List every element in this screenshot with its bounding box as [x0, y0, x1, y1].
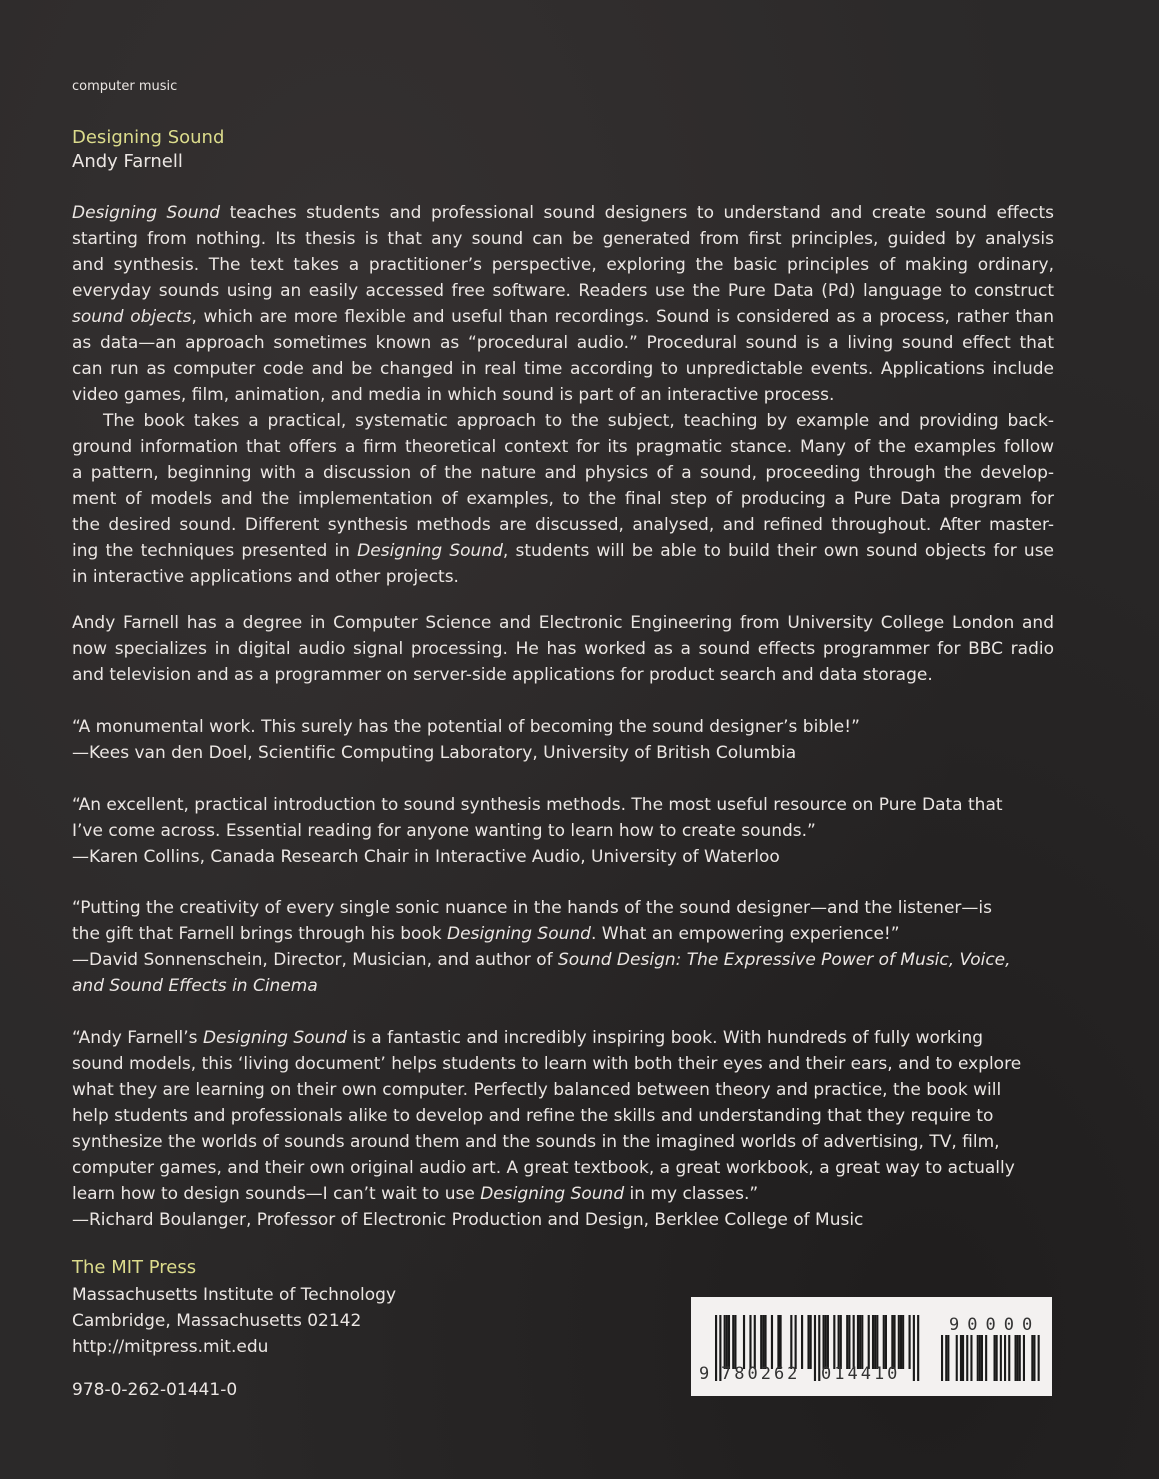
text-line: [72, 662, 1054, 688]
text-segment: learn how to design sounds—I can’t wait to use: [72, 1184, 481, 1204]
text-line: [72, 895, 1054, 921]
text-line: [72, 1207, 1054, 1233]
addon-bar: [945, 1335, 947, 1381]
text-block: [72, 125, 1054, 151]
text-segment: I’ve come across. Essential reading for anyone wanting to learn how to create sounds.”: [72, 821, 816, 841]
italic-title: and Sound Effects in Cinema: [72, 976, 318, 996]
text-block: [72, 895, 1054, 999]
text-line: [72, 408, 1054, 434]
text-segment: now specializes in digital audio signal processing. He has worked as a sound effects programmer for BBC radio: [72, 639, 1054, 659]
addon-bar: [994, 1335, 996, 1381]
text-segment: 978-0-262-01441-0: [72, 1380, 238, 1400]
text-segment: the gift that Farnell brings through his book: [72, 924, 448, 944]
barcode-bar: [810, 1315, 812, 1369]
barcode-left-digits: 780262: [721, 1364, 801, 1384]
text-line: [72, 1181, 1054, 1207]
text-segment: —Kees van den Doel, Scientific Computing Laboratory, University of British Columbia: [72, 743, 797, 763]
text-line: [72, 1129, 1054, 1155]
addon-bar: [1023, 1335, 1025, 1381]
barcode-bar: [853, 1315, 855, 1369]
text-segment: “Andy Farnell’s: [72, 1028, 203, 1048]
text-line: [72, 564, 1054, 590]
text-segment: , which are more flexible and useful than recordings. Sound is considered as a process, rather than: [191, 307, 1054, 327]
text-block: [72, 1025, 1054, 1233]
barcode-bar: [726, 1315, 728, 1369]
text-segment: —David Sonnenschein, Director, Musician, and author of: [72, 950, 558, 970]
text-line: [72, 125, 1054, 151]
text-segment: . What an empowering experience!”: [590, 924, 900, 944]
text-segment: The MIT Press: [72, 1257, 197, 1278]
text-line: [72, 947, 1054, 973]
text-block: [72, 74, 1054, 100]
text-line: [72, 1077, 1054, 1103]
barcode-bar: [861, 1315, 863, 1369]
barcode-bar: [754, 1315, 756, 1369]
text-line: [72, 512, 1054, 538]
text-line: [72, 818, 1054, 844]
text-segment: can run as computer code and be changed in real time according to unpredictable events. Applications include: [72, 359, 1054, 379]
text-segment: computer music: [72, 79, 178, 94]
text-segment: Andy Farnell has a degree in Computer Science and Electronic Engineering from University College London and: [72, 613, 1054, 633]
text-segment: ground information that offers a firm theoretical context for its pragmatic stance. Many of the examples follow: [72, 437, 1054, 457]
barcode-bar: [771, 1315, 773, 1369]
text-segment: , students will be able to build their own sound objects for use: [502, 541, 1055, 561]
text-segment: synthesize the worlds of sounds around them and the sounds in the imagined worlds of advertising, TV, film,: [72, 1132, 1000, 1152]
barcode-bar: [848, 1315, 850, 1369]
addon-bar: [1031, 1335, 1033, 1381]
text-segment: video games, film, animation, and media in which sound is part of an interactive process.: [72, 385, 835, 405]
text-line: [72, 330, 1054, 356]
addon-bar: [977, 1335, 979, 1381]
text-segment: a pattern, beginning with a discussion of the nature and physics of a sound, proceeding through the develop-: [72, 463, 1054, 483]
text-segment: ing the techniques presented in: [72, 541, 358, 561]
barcode-bar: [833, 1315, 835, 1369]
text-segment: “A monumental work. This surely has the potential of becoming the sound designer’s bible!”: [72, 717, 860, 737]
barcode-bar: [814, 1315, 816, 1381]
text-segment: —Karen Collins, Canada Research Chair in Interactive Audio, University of Waterloo: [72, 847, 780, 867]
text-line: [72, 1255, 1054, 1281]
italic-title: Designing Sound: [202, 1028, 347, 1048]
italic-title: Sound Design: The Expressive Power of Music, Voice,: [558, 950, 1011, 970]
text-segment: The book takes a practical, systematic approach to the subject, teaching by example and providing back-: [103, 411, 1054, 431]
text-block: [72, 610, 1054, 688]
barcode-bar: [872, 1315, 874, 1369]
text-line: [72, 226, 1054, 252]
text-segment: help students and professionals alike to develop and refine the skills and understanding that they require to: [72, 1106, 994, 1126]
addon-bar: [996, 1335, 998, 1381]
addon-bar: [981, 1335, 983, 1381]
barcode-bar: [732, 1315, 734, 1369]
barcode-bar: [743, 1315, 745, 1369]
barcode-bar: [734, 1315, 736, 1369]
barcode-bar: [891, 1315, 893, 1369]
barcode-bar: [807, 1315, 809, 1369]
addon-bar: [956, 1335, 958, 1381]
text-line: [72, 200, 1054, 226]
barcode-bar: [728, 1315, 730, 1369]
barcode-bar: [902, 1315, 904, 1369]
text-segment: “Putting the creativity of every single sonic nuance in the hands of the sound designer—and the listener—is: [72, 898, 992, 918]
text-segment: what they are learning on their own computer. Perfectly balanced between theory and practice, the book will: [72, 1080, 1002, 1100]
addon-bar: [960, 1335, 962, 1381]
isbn-barcode: [691, 1297, 1052, 1396]
text-segment: sound models, this ‘living document’ helps students to learn with both their eyes and their ears, and to explore: [72, 1054, 1022, 1074]
text-line: [72, 973, 1054, 999]
text-segment: and television and as a programmer on server-side applications for product search and data storage.: [72, 665, 933, 685]
barcode-bar: [749, 1315, 751, 1369]
barcode-bar: [715, 1315, 717, 1381]
addon-bar: [1015, 1335, 1017, 1381]
text-line: [72, 1051, 1054, 1077]
text-block: [72, 792, 1054, 870]
text-segment: ment of models and the implementation of examples, to the final step of producing a Pure Data program for: [72, 489, 1054, 509]
barcode-bar: [780, 1315, 782, 1369]
barcode-bar: [846, 1315, 848, 1369]
barcode-bar: [909, 1315, 911, 1369]
text-segment: starting from nothing. Its thesis is that any sound can be generated from first principles, guided by analysis: [72, 229, 1054, 249]
text-line: [72, 356, 1054, 382]
text-segment: Designing Sound: [72, 127, 225, 148]
text-segment: is a fantastic and incredibly inspiring book. With hundreds of fully working: [346, 1028, 984, 1048]
barcode-bar: [885, 1315, 887, 1369]
barcode-bar: [898, 1315, 900, 1369]
addon-bar: [1019, 1335, 1021, 1381]
barcode-bar: [917, 1315, 919, 1381]
text-segment: as data—an approach sometimes known as “procedural audio.” Procedural sound is a living sound effect that: [72, 333, 1054, 353]
barcode-addon-digits: 90000: [949, 1315, 1041, 1335]
barcode-bar: [883, 1315, 885, 1369]
barcode-bar: [825, 1315, 827, 1369]
italic-title: Designing Sound: [72, 203, 221, 223]
text-line: [72, 1155, 1054, 1181]
italic-title: Designing Sound: [480, 1184, 625, 1204]
addon-bar: [947, 1335, 949, 1381]
barcode-right-digits: 014410: [821, 1364, 901, 1384]
addon-bar: [970, 1335, 972, 1381]
text-segment: “An excellent, practical introduction to sound synthesis methods. The most useful resource on Pure Data that: [72, 795, 1003, 815]
barcode-lead-digit: 9: [699, 1364, 713, 1384]
text-line: [72, 434, 1054, 460]
addon-bar: [979, 1335, 981, 1381]
text-segment: computer games, and their own original audio art. A great textbook, a great workbook, a great way to actually: [72, 1158, 1015, 1178]
text-segment: in my classes.”: [624, 1184, 759, 1204]
text-segment: http://mitpress.mit.edu: [72, 1337, 269, 1357]
text-line: [72, 714, 1054, 740]
addon-bar: [1000, 1335, 1002, 1381]
addon-bar: [962, 1335, 964, 1381]
barcode-bar: [840, 1315, 842, 1369]
text-line: [72, 610, 1054, 636]
addon-bar: [966, 1335, 968, 1381]
text-line: [72, 1103, 1054, 1129]
barcode-bar: [859, 1315, 861, 1369]
text-block: [72, 714, 1054, 766]
barcode-bar: [874, 1315, 876, 1369]
barcode-bar: [823, 1315, 825, 1369]
barcode-bar: [762, 1315, 764, 1369]
barcode-bar: [827, 1315, 829, 1369]
text-segment: —Richard Boulanger, Professor of Electronic Production and Design, Berklee College of Music: [72, 1210, 864, 1230]
text-line: [72, 149, 1054, 175]
text-line: [72, 252, 1054, 278]
addon-bar: [1008, 1335, 1010, 1381]
addon-bar: [1038, 1335, 1040, 1381]
addon-bar: [985, 1335, 987, 1381]
text-line: [72, 486, 1054, 512]
text-line: [72, 921, 1054, 947]
barcode-bar: [801, 1315, 803, 1369]
addon-bar: [1004, 1335, 1006, 1381]
text-line: [72, 636, 1054, 662]
barcode-bar: [760, 1315, 762, 1369]
barcode-bar: [795, 1315, 797, 1369]
text-line: [72, 792, 1054, 818]
barcode-bar: [857, 1315, 859, 1369]
barcode-bar: [724, 1315, 726, 1369]
text-line: [72, 304, 1054, 330]
text-segment: Cambridge, Massachusetts 02142: [72, 1311, 362, 1331]
addon-bar: [1033, 1335, 1035, 1381]
barcode-bar: [764, 1315, 766, 1369]
text-line: [72, 1025, 1054, 1051]
text-segment: in interactive applications and other projects.: [72, 567, 459, 587]
barcode-bar: [900, 1315, 902, 1369]
text-line: [72, 844, 1054, 870]
text-segment: teaches students and professional sound designers to understand and create sound effects: [220, 203, 1055, 223]
barcode-bar: [777, 1315, 779, 1369]
text-block: [72, 149, 1054, 175]
text-segment: and synthesis. The text takes a practitioner’s perspective, exploring the basic principles of making ordinary,: [72, 255, 1054, 275]
barcode-bar: [838, 1315, 840, 1369]
italic-title: sound objects: [72, 307, 192, 327]
text-line: [72, 382, 1054, 408]
text-segment: Andy Farnell: [72, 151, 183, 172]
addon-bar: [1017, 1335, 1019, 1381]
barcode-bar: [893, 1315, 895, 1369]
barcode-bar: [913, 1315, 915, 1381]
text-segment: Massachusetts Institute of Technology: [72, 1285, 397, 1305]
text-line: [72, 278, 1054, 304]
text-line: [72, 74, 1054, 100]
text-line: [72, 460, 1054, 486]
barcode-bar: [790, 1315, 792, 1369]
text-segment: everyday sounds using an easily accessed free software. Readers use the Pure Data (Pd) language to construct: [72, 281, 1054, 301]
text-line: [72, 538, 1054, 564]
italic-title: Designing Sound: [357, 541, 503, 561]
text-block: [72, 200, 1054, 408]
text-block: [72, 408, 1054, 590]
text-block: [72, 1255, 1054, 1281]
barcode-bar: [876, 1315, 878, 1369]
addon-bar: [941, 1335, 943, 1381]
text-segment: the desired sound. Different synthesis methods are discussed, analysed, and refined throughout. After master-: [72, 515, 1054, 535]
text-line: [72, 740, 1054, 766]
italic-title: Designing Sound: [447, 924, 591, 944]
barcode-bar: [868, 1315, 870, 1369]
